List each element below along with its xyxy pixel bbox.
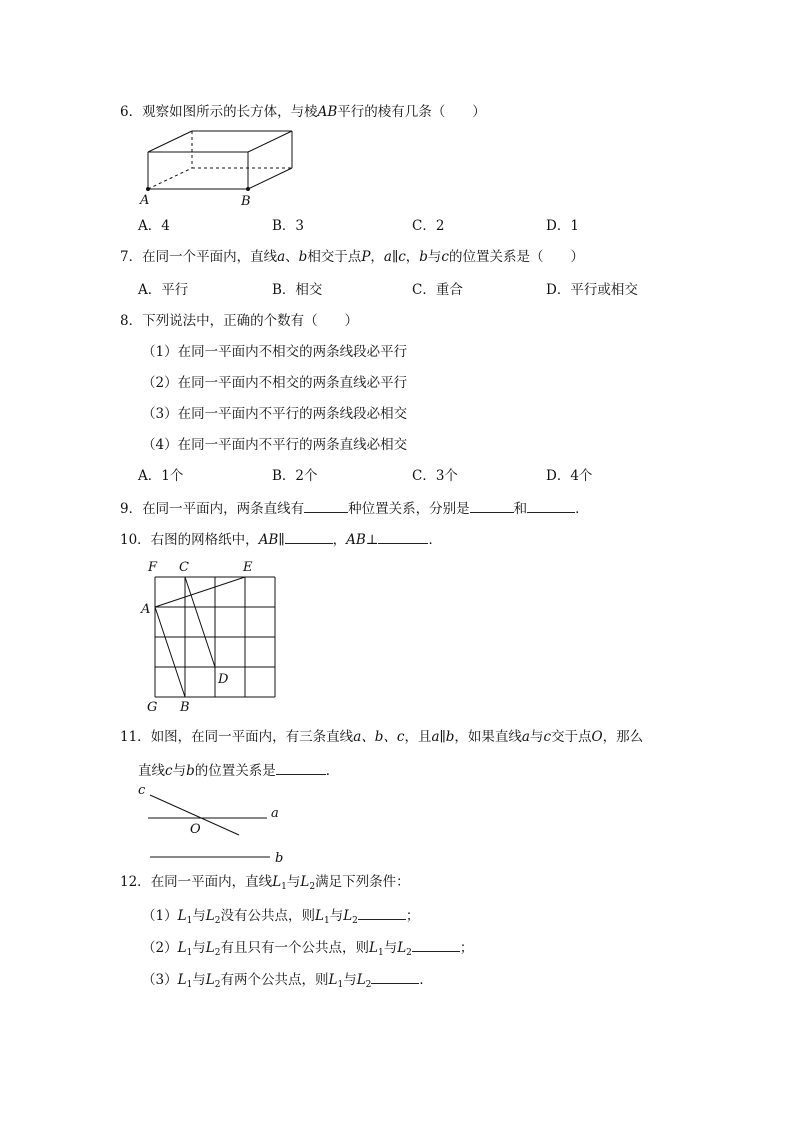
q7-stem: 7．在同一个平面内，直线a、b相交于点P，a∥c，b与c的位置关系是（ ）	[120, 249, 584, 265]
q10-label-d: D	[218, 672, 229, 687]
q6-stem: 6．观察如图所示的长方体，与棱AB平行的棱有几条（ ）	[120, 104, 486, 120]
q10-label-e: E	[243, 560, 253, 575]
q6-label-a: A	[140, 193, 150, 208]
q6-option-c: C．2	[412, 218, 445, 234]
q11-stem-line-2: 直线c与b的位置关系是 ．	[138, 760, 339, 780]
q11-label-o: O	[190, 822, 201, 837]
q12-item-1: $(1)L_1$与$L_2$没有公共点，则$L_1$与$L_2$ ；	[142, 905, 419, 925]
q10-label-f: F	[148, 560, 158, 575]
q12-item-3: $(3)L_1$与$L_2$有两个公共点，则$L_1$与$L_2$ ．	[142, 969, 433, 989]
q7-option-d: D．平行或相交	[546, 282, 638, 298]
q12-stem: 12．在同一平面内，直线$L_1$与$L_2$满足下列条件：	[120, 874, 410, 892]
q10-label-b: B	[180, 700, 190, 715]
q12-item-2: $(2)L_1$与$L_2$有且只有一个公共点，则$L_1$与$L_2$ ；	[142, 937, 473, 957]
q8-stem: 8．下列说法中，正确的个数有（ ）	[120, 313, 359, 329]
q12-blank-3[interactable]	[371, 969, 419, 984]
q11-label-a: a	[271, 806, 279, 821]
q10-stem: 10．右图的网格纸中，AB∥ ，AB⊥ ．	[120, 529, 442, 549]
q8-item-2: （2）在同一平面内不相交的两条直线必平行	[142, 375, 408, 391]
q6-label-b: B	[241, 194, 251, 209]
q8-option-c: C．3个	[412, 468, 458, 484]
q6-option-b: B．3	[272, 218, 305, 234]
q10-label-a: A	[141, 602, 151, 617]
q12-blank-2[interactable]	[412, 937, 460, 952]
q9-stem: 9．在同一平面内，两条直线有 种位置关系，分别是 和 ．	[120, 498, 589, 518]
q11-stem-line-1: 11．如图，在同一平面内，有三条直线a、b、c，且a∥b，如果直线a与c交于点O，那么	[120, 729, 644, 745]
q8-item-3: （3）在同一平面内不平行的两条线段必相交	[142, 406, 408, 422]
q8-option-a: A．1个	[138, 468, 184, 484]
q7-option-a: A．平行	[138, 282, 189, 298]
q8-item-1: （1）在同一平面内不相交的两条线段必平行	[142, 344, 408, 360]
q11-label-c: c	[138, 783, 146, 798]
q7-option-c: C．重合	[412, 282, 463, 298]
q11-label-b: b	[275, 851, 284, 866]
q10-label-c: C	[179, 560, 189, 575]
q12-blank-1[interactable]	[358, 905, 406, 920]
q8-option-d: D．4个	[546, 468, 593, 484]
q6-option-d: D．1	[546, 218, 579, 234]
q8-item-4: （4）在同一平面内不平行的两条直线必相交	[142, 437, 408, 453]
q6-option-a: A．4	[138, 218, 170, 234]
q7-option-b: B．相交	[272, 282, 323, 298]
q8-option-b: B．2个	[272, 468, 318, 484]
q10-label-g: G	[147, 700, 158, 715]
